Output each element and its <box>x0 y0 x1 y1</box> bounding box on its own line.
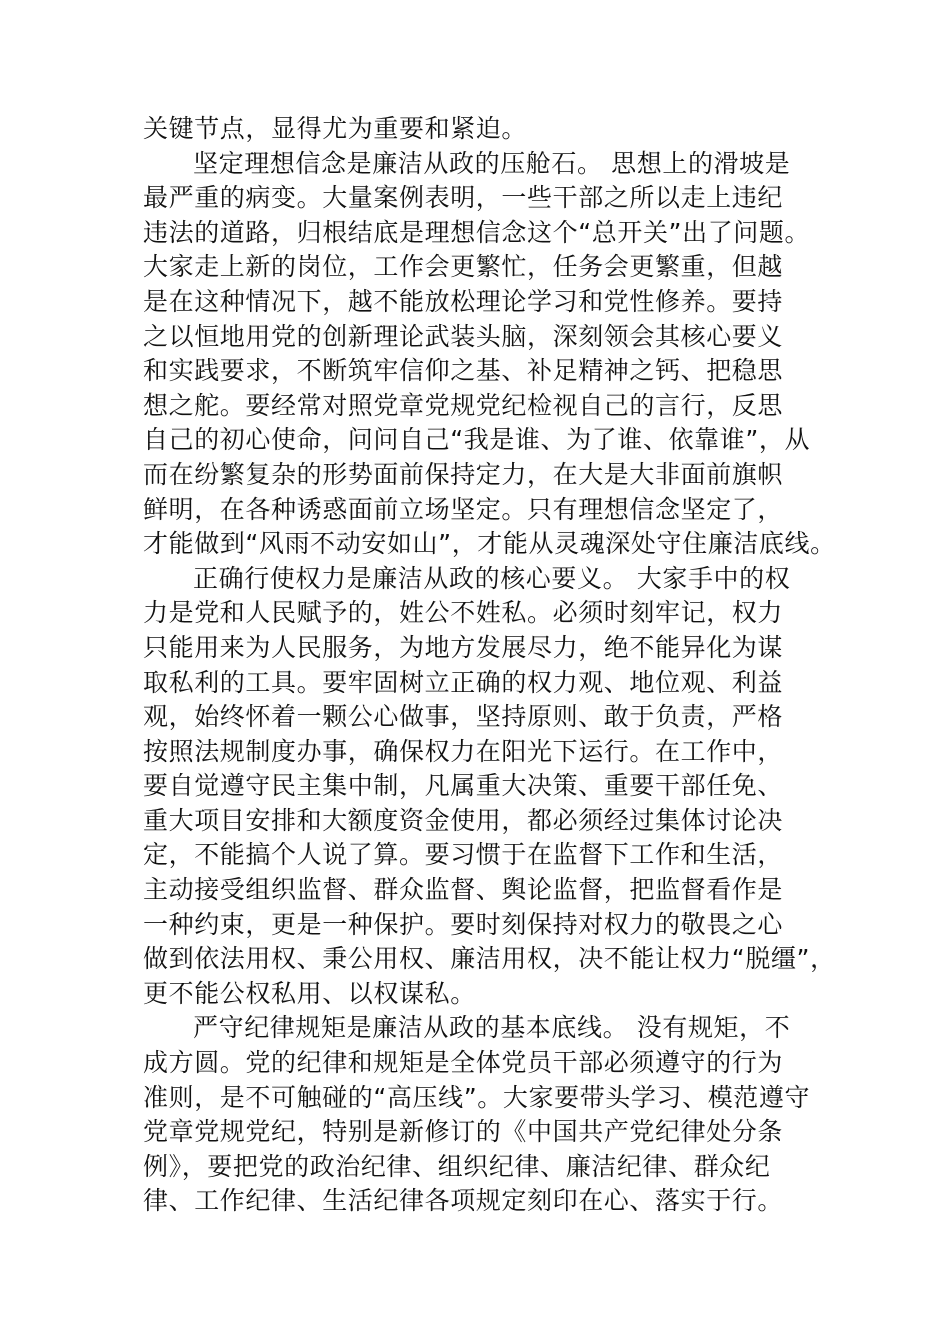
text-line: 只能用来为人民服务，为地方发展尽力，绝不能异化为谋 <box>143 632 784 662</box>
text-line: 力是党和人民赋予的，姓公不姓私。必须时刻牢记，权力 <box>143 598 784 628</box>
paragraph-first-line: 严守纪律规矩是廉洁从政的基本底线。 没有规矩，不 <box>193 1013 791 1043</box>
text-line: 律、工作纪律、生活纪律各项规定刻印在心、落实于行。 <box>143 1186 784 1216</box>
text-line: 党章党规党纪，特别是新修订的《中国共产党纪律处分条 <box>143 1117 784 1147</box>
text-line: 一种约束，更是一种保护。要时刻保持对权力的敬畏之心 <box>143 909 784 939</box>
text-line: 违法的道路，归根结底是理想信念这个“总开关”出了问题。 <box>143 217 811 247</box>
text-line: 按照法规制度办事，确保权力在阳光下运行。在工作中， <box>143 736 784 766</box>
text-line: 要自觉遵守民主集中制，凡属重大决策、重要干部任免、 <box>143 771 784 801</box>
text-line: 最严重的病变。大量案例表明，一些干部之所以走上违纪 <box>143 183 784 213</box>
text-line: 做到依法用权、秉公用权、廉洁用权，决不能让权力“脱缰”， <box>143 944 836 974</box>
text-line: 之以恒地用党的创新理论武装头脑，深刻领会其核心要义 <box>143 321 784 351</box>
text-line: 和实践要求，不断筑牢信仰之基、补足精神之钙、把稳思 <box>143 356 784 386</box>
text-line: 关键节点，显得尤为重要和紧迫。 <box>143 114 528 143</box>
text-line: 鲜明，在各种诱惑面前立场坚定。只有理想信念坚定了， <box>143 494 784 524</box>
text-line: 自己的初心使命，问问自己“我是谁、为了谁、依靠谁”，从 <box>143 425 811 455</box>
text-line: 想之舵。要经常对照党章党规党纪检视自己的言行，反思 <box>143 390 784 420</box>
text-line: 观，始终怀着一颗公心做事，坚持原则、敢于负责，严格 <box>143 702 784 732</box>
text-line: 准则，是不可触碰的“高压线”。大家要带头学习、模范遵守 <box>143 1082 811 1112</box>
paragraph-first-line: 坚定理想信念是廉洁从政的压舱石。 思想上的滑坡是 <box>193 148 791 178</box>
text-line: 而在纷繁复杂的形势面前保持定力，在大是大非面前旗帜 <box>143 459 784 489</box>
text-line: 更不能公权私用、以权谋私。 <box>143 978 476 1008</box>
text-line: 成方圆。党的纪律和规矩是全体党员干部必须遵守的行为 <box>143 1048 784 1078</box>
text-line: 取私利的工具。要牢固树立正确的权力观、地位观、利益 <box>143 667 784 697</box>
document-body <box>143 112 836 1219</box>
text-line: 是在这种情况下，越不能放松理论学习和党性修养。要持 <box>143 286 784 316</box>
text-line: 主动接受组织监督、群众监督、舆论监督，把监督看作是 <box>143 875 784 905</box>
text-line: 重大项目安排和大额度资金使用，都必须经过集体讨论决 <box>143 805 784 835</box>
text-line: 大家走上新的岗位，工作会更繁忙，任务会更繁重，但越 <box>143 252 784 282</box>
text-line: 定，不能搞个人说了算。要习惯于在监督下工作和生活， <box>143 840 784 870</box>
text-line: 才能做到“风雨不动安如山”，才能从灵魂深处守住廉洁底线。 <box>143 529 836 559</box>
paragraph-first-line: 正确行使权力是廉洁从政的核心要义。 大家手中的权 <box>193 563 791 593</box>
text-line: 例》，要把党的政治纪律、组织纪律、廉洁纪律、群众纪 <box>143 1151 771 1181</box>
